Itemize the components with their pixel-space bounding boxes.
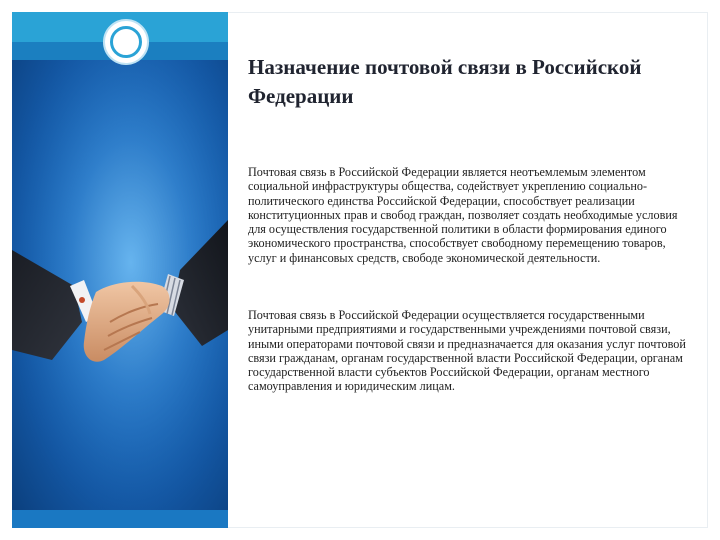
circle-ring-icon [103,19,149,65]
slide-title: Назначение почтовой связи в Российской Федерации [248,55,642,108]
paragraph-2: Почтовая связь в Российской Федерации осуществляется государственными унитарными предприятиями и государственными учреждениями почтовой связи, иными операторами почтовой связи и предназначается для оказания услуг почтовой связи гражданам, органам государственной власти Российской Федерации, органам государственной власти субъектов Российской Федерации, органам местного самоуправления и юридическим лицам. [248,308,686,394]
paragraph-1: Почтовая связь в Российской Федерации является неотъемлемым элементом социальной инфраструктуры общества, содействует укреплению социально-политического единства Российской Федерации, способствует реализации конституционных прав и свобод граждан, позволяет создать необходимые условия для осуществления государственной политики в области формирования единого экономического пространства, способствует свободному перемещению товаров, услуг и финансовых средств, свободе экономической деятельности. [248,165,678,265]
accent-band-bottom [12,510,228,528]
handshake-photo [12,60,228,510]
handshake-illustration [12,60,228,510]
